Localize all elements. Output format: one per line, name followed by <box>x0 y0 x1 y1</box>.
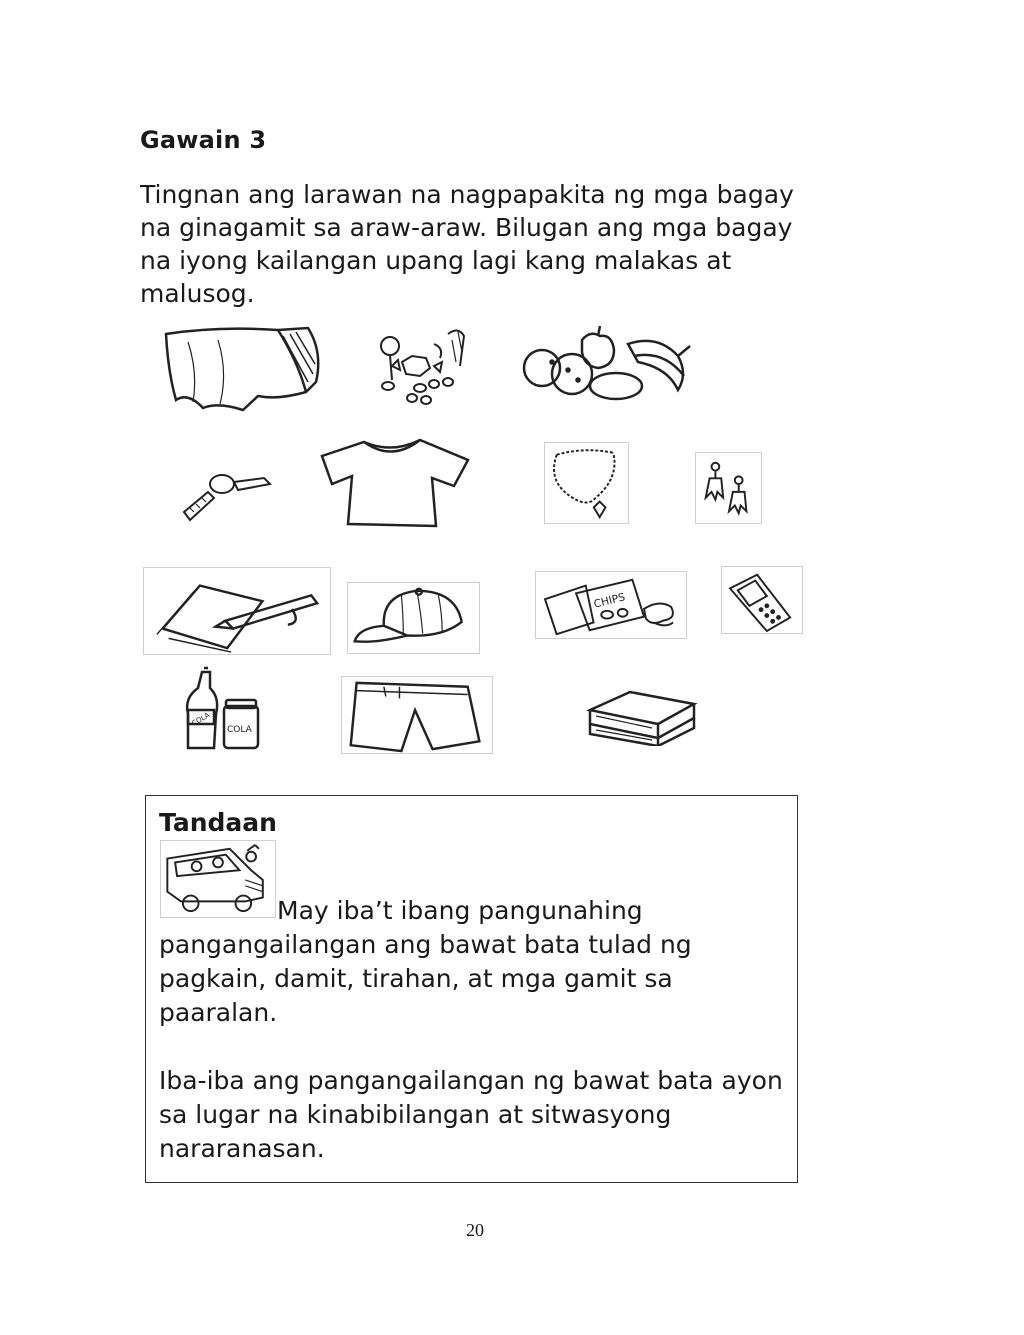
reminder-box <box>145 795 798 1183</box>
reminder-paragraph-2: Iba-iba ang pangangailangan ng bawat bata ayon sa lugar na kinabibilangan at sitwasyong nararanasan. <box>159 1066 783 1163</box>
earrings-icon[interactable] <box>695 452 762 524</box>
books-icon[interactable] <box>582 684 700 746</box>
watch-icon[interactable] <box>178 468 278 530</box>
tshirt-icon[interactable] <box>312 434 477 530</box>
skirt-icon[interactable] <box>158 322 326 414</box>
cap-icon[interactable] <box>347 582 480 654</box>
activity-title: Gawain 3 <box>140 126 267 154</box>
paper-pencil-icon[interactable] <box>143 567 331 655</box>
candies-icon[interactable] <box>368 322 480 406</box>
chips-label: CHIPS <box>592 590 627 611</box>
cola-label: COLA <box>227 725 252 735</box>
reminder-title: Tandaan <box>159 808 277 837</box>
chips-icon[interactable] <box>535 571 687 639</box>
shorts-icon[interactable] <box>341 676 493 754</box>
cellphone-icon[interactable] <box>721 566 803 634</box>
activity-instructions: Tingnan ang larawan na nagpapakita ng mga bagay na ginagamit sa araw-araw. Bilugan ang mga bagay na iyong kailangan upang lagi kang malakas at malusog. <box>140 180 794 308</box>
fruits-icon[interactable] <box>518 316 696 404</box>
reminder-paragraph-1: May iba’t ibang pangunahing pangangailangan ang bawat bata tulad ng pagkain, damit, tirahan, at mga gamit sa paaralan. <box>159 896 692 1027</box>
svg-text:COLA: COLA <box>190 711 212 728</box>
necklace-icon[interactable] <box>544 442 629 524</box>
cola-icon[interactable] <box>176 666 266 754</box>
page-number: 20 <box>466 1220 484 1240</box>
